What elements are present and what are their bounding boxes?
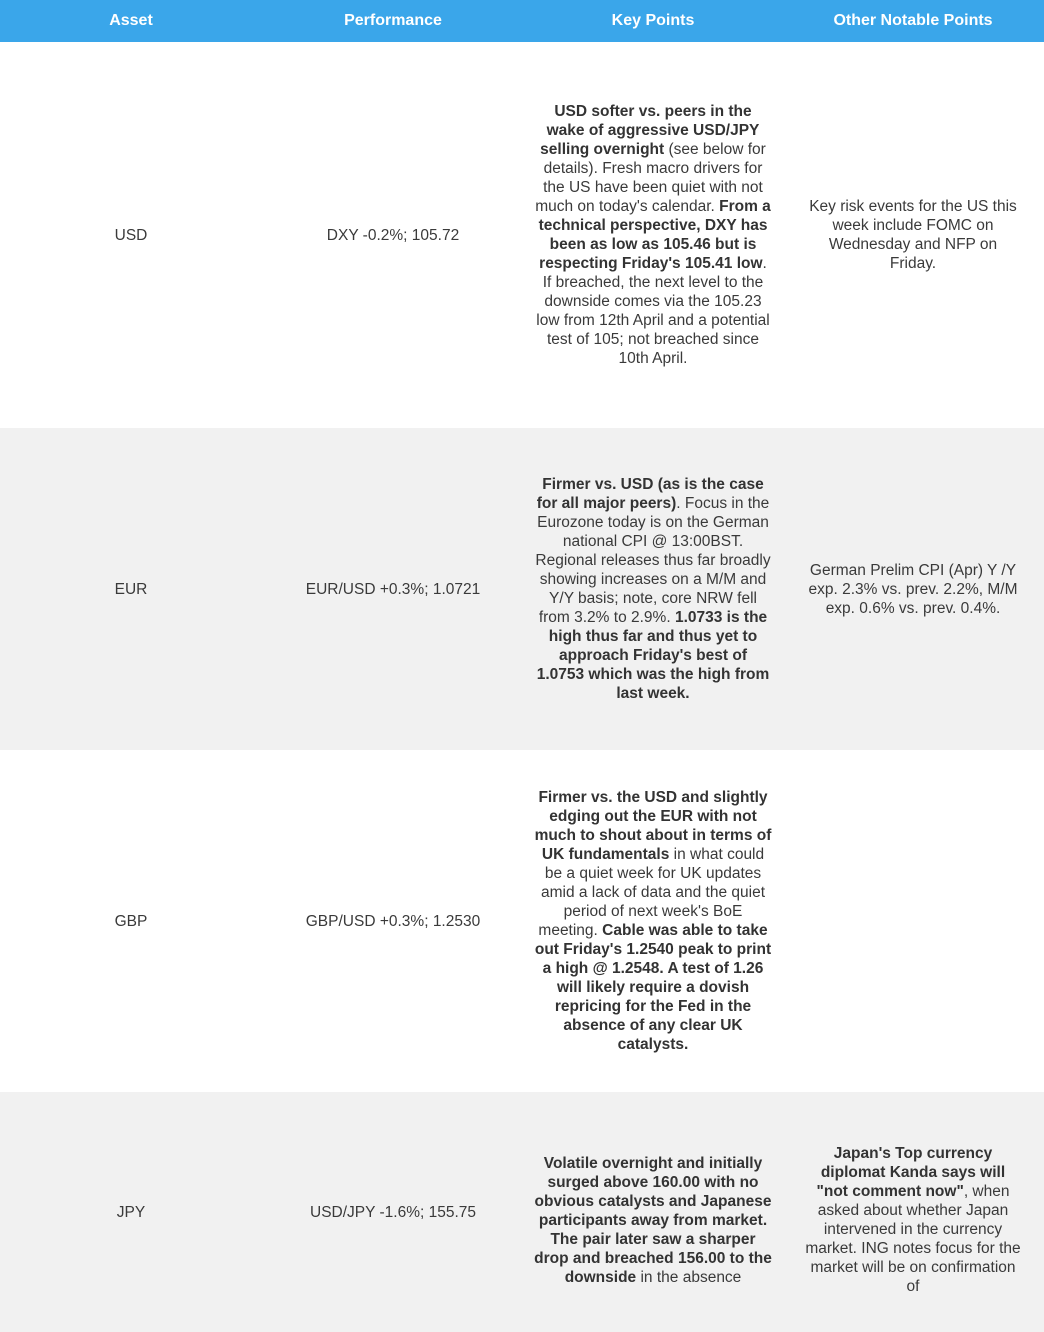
bold-text-segment: From a technical perspective, DXY has been as low as 105.46 but is respecting Friday's 105.41 low (538, 198, 771, 272)
other-points-cell (782, 1092, 1044, 1332)
bold-text-segment: USD softer vs. peers in the wake of aggressive USD/JPY selling overnight (540, 103, 760, 158)
key-points-cell (524, 428, 782, 750)
performance-value: GBP/USD +0.3%; 1.2530 (305, 912, 481, 930)
text-segment: in what could be a quiet week for UK updates amid a lack of data and the quiet period of next week's BoE meeting. (538, 846, 766, 939)
header-other-notable-points: Other Notable Points (782, 0, 1044, 42)
asset-cell (0, 750, 262, 1092)
other-points-text (782, 553, 1044, 626)
performance-value: EUR/USD +0.3%; 1.0721 (305, 580, 481, 598)
performance-cell (262, 750, 524, 1092)
other-points-text (782, 913, 1044, 929)
asset-cell (0, 1092, 262, 1332)
other-points-cell (782, 750, 1044, 1092)
asset-cell (0, 428, 262, 750)
table-row-usd (0, 42, 1044, 428)
performance-cell (262, 428, 524, 750)
bold-text-segment: Volatile overnight and initially surged above 160.00 with no obvious catalysts and Japanese participants away from market. The pair later saw a sharper drop and breached 156.00 to the downside (534, 1154, 772, 1286)
bold-text-segment: Japan's Top currency diplomat Kanda says will "not comment now" (816, 1145, 1006, 1200)
key-points-cell (524, 1092, 782, 1332)
text-segment: Key risk events for the US this week include FOMC on Wednesday and NFP on Friday. (809, 198, 1017, 272)
performance-cell (262, 42, 524, 428)
other-points-cell (782, 42, 1044, 428)
asset-name: JPY (116, 1203, 146, 1221)
other-points-cell (782, 428, 1044, 750)
text-segment: (see below for details). Fresh macro drivers for the US have been quiet with not much on today's calendar. (535, 141, 766, 215)
table-body (0, 42, 1044, 1332)
key-points-text (524, 98, 782, 372)
key-points-cell (524, 42, 782, 428)
text-segment: in the absence (636, 1268, 742, 1286)
key-points-text (524, 471, 782, 707)
header-performance: Performance (262, 0, 524, 42)
bold-text-segment: Firmer vs. USD (as is the case for all major peers) (536, 476, 764, 512)
header-key-points: Key Points (524, 0, 782, 42)
table-header (0, 0, 1044, 42)
text-segment: . If breached, the next level to the downside comes via the 105.23 low from 12th April and a potential test of 105; not breached since 10th April. (536, 255, 770, 367)
table-row-gbp (0, 750, 1044, 1092)
asset-name: GBP (114, 912, 148, 930)
key-points-cell (524, 750, 782, 1092)
table-row-jpy (0, 1092, 1044, 1332)
other-points-text (782, 1136, 1044, 1304)
key-points-text (524, 784, 782, 1058)
performance-value: USD/JPY -1.6%; 155.75 (310, 1203, 476, 1221)
key-points-text (524, 1150, 782, 1291)
table-row-eur (0, 428, 1044, 750)
header-row (0, 0, 1044, 42)
bold-text-segment: 1.0733 is the high thus far and thus yet to approach Friday's best of 1.0753 which was the high from last week. (536, 609, 770, 702)
bold-text-segment: Firmer vs. the USD and slightly edging out the EUR with not much to shout about in terms of UK fundamentals (534, 789, 772, 863)
performance-value: DXY -0.2%; 105.72 (326, 226, 460, 244)
asset-name: EUR (114, 580, 148, 598)
text-segment: , when asked about whether Japan intervened in the currency market. ING notes focus for the market will be on confirmation of (805, 1183, 1021, 1295)
text-segment: German Prelim CPI (Apr) Y /Y exp. 2.3% vs. prev. 2.2%, M/M exp. 0.6% vs. prev. 0.4%. (808, 561, 1018, 617)
header-asset: Asset (0, 0, 262, 42)
text-segment: . Focus in the Eurozone today is on the German national CPI @ 13:00BST. Regional releases thus far broadly showing increases on a M/M and Y/Y basis; note, core NRW fell from 3.2% to 2.9%. (535, 495, 771, 626)
asset-cell (0, 42, 262, 428)
performance-cell (262, 1092, 524, 1332)
bold-text-segment: Cable was able to take out Friday's 1.2540 peak to print a high @ 1.2548. A test of 1.26 will likely require a dovish repricing for the Fed in the absence of any clear UK catalysts. (534, 922, 772, 1053)
asset-name: USD (114, 226, 148, 244)
other-points-text (782, 189, 1044, 281)
